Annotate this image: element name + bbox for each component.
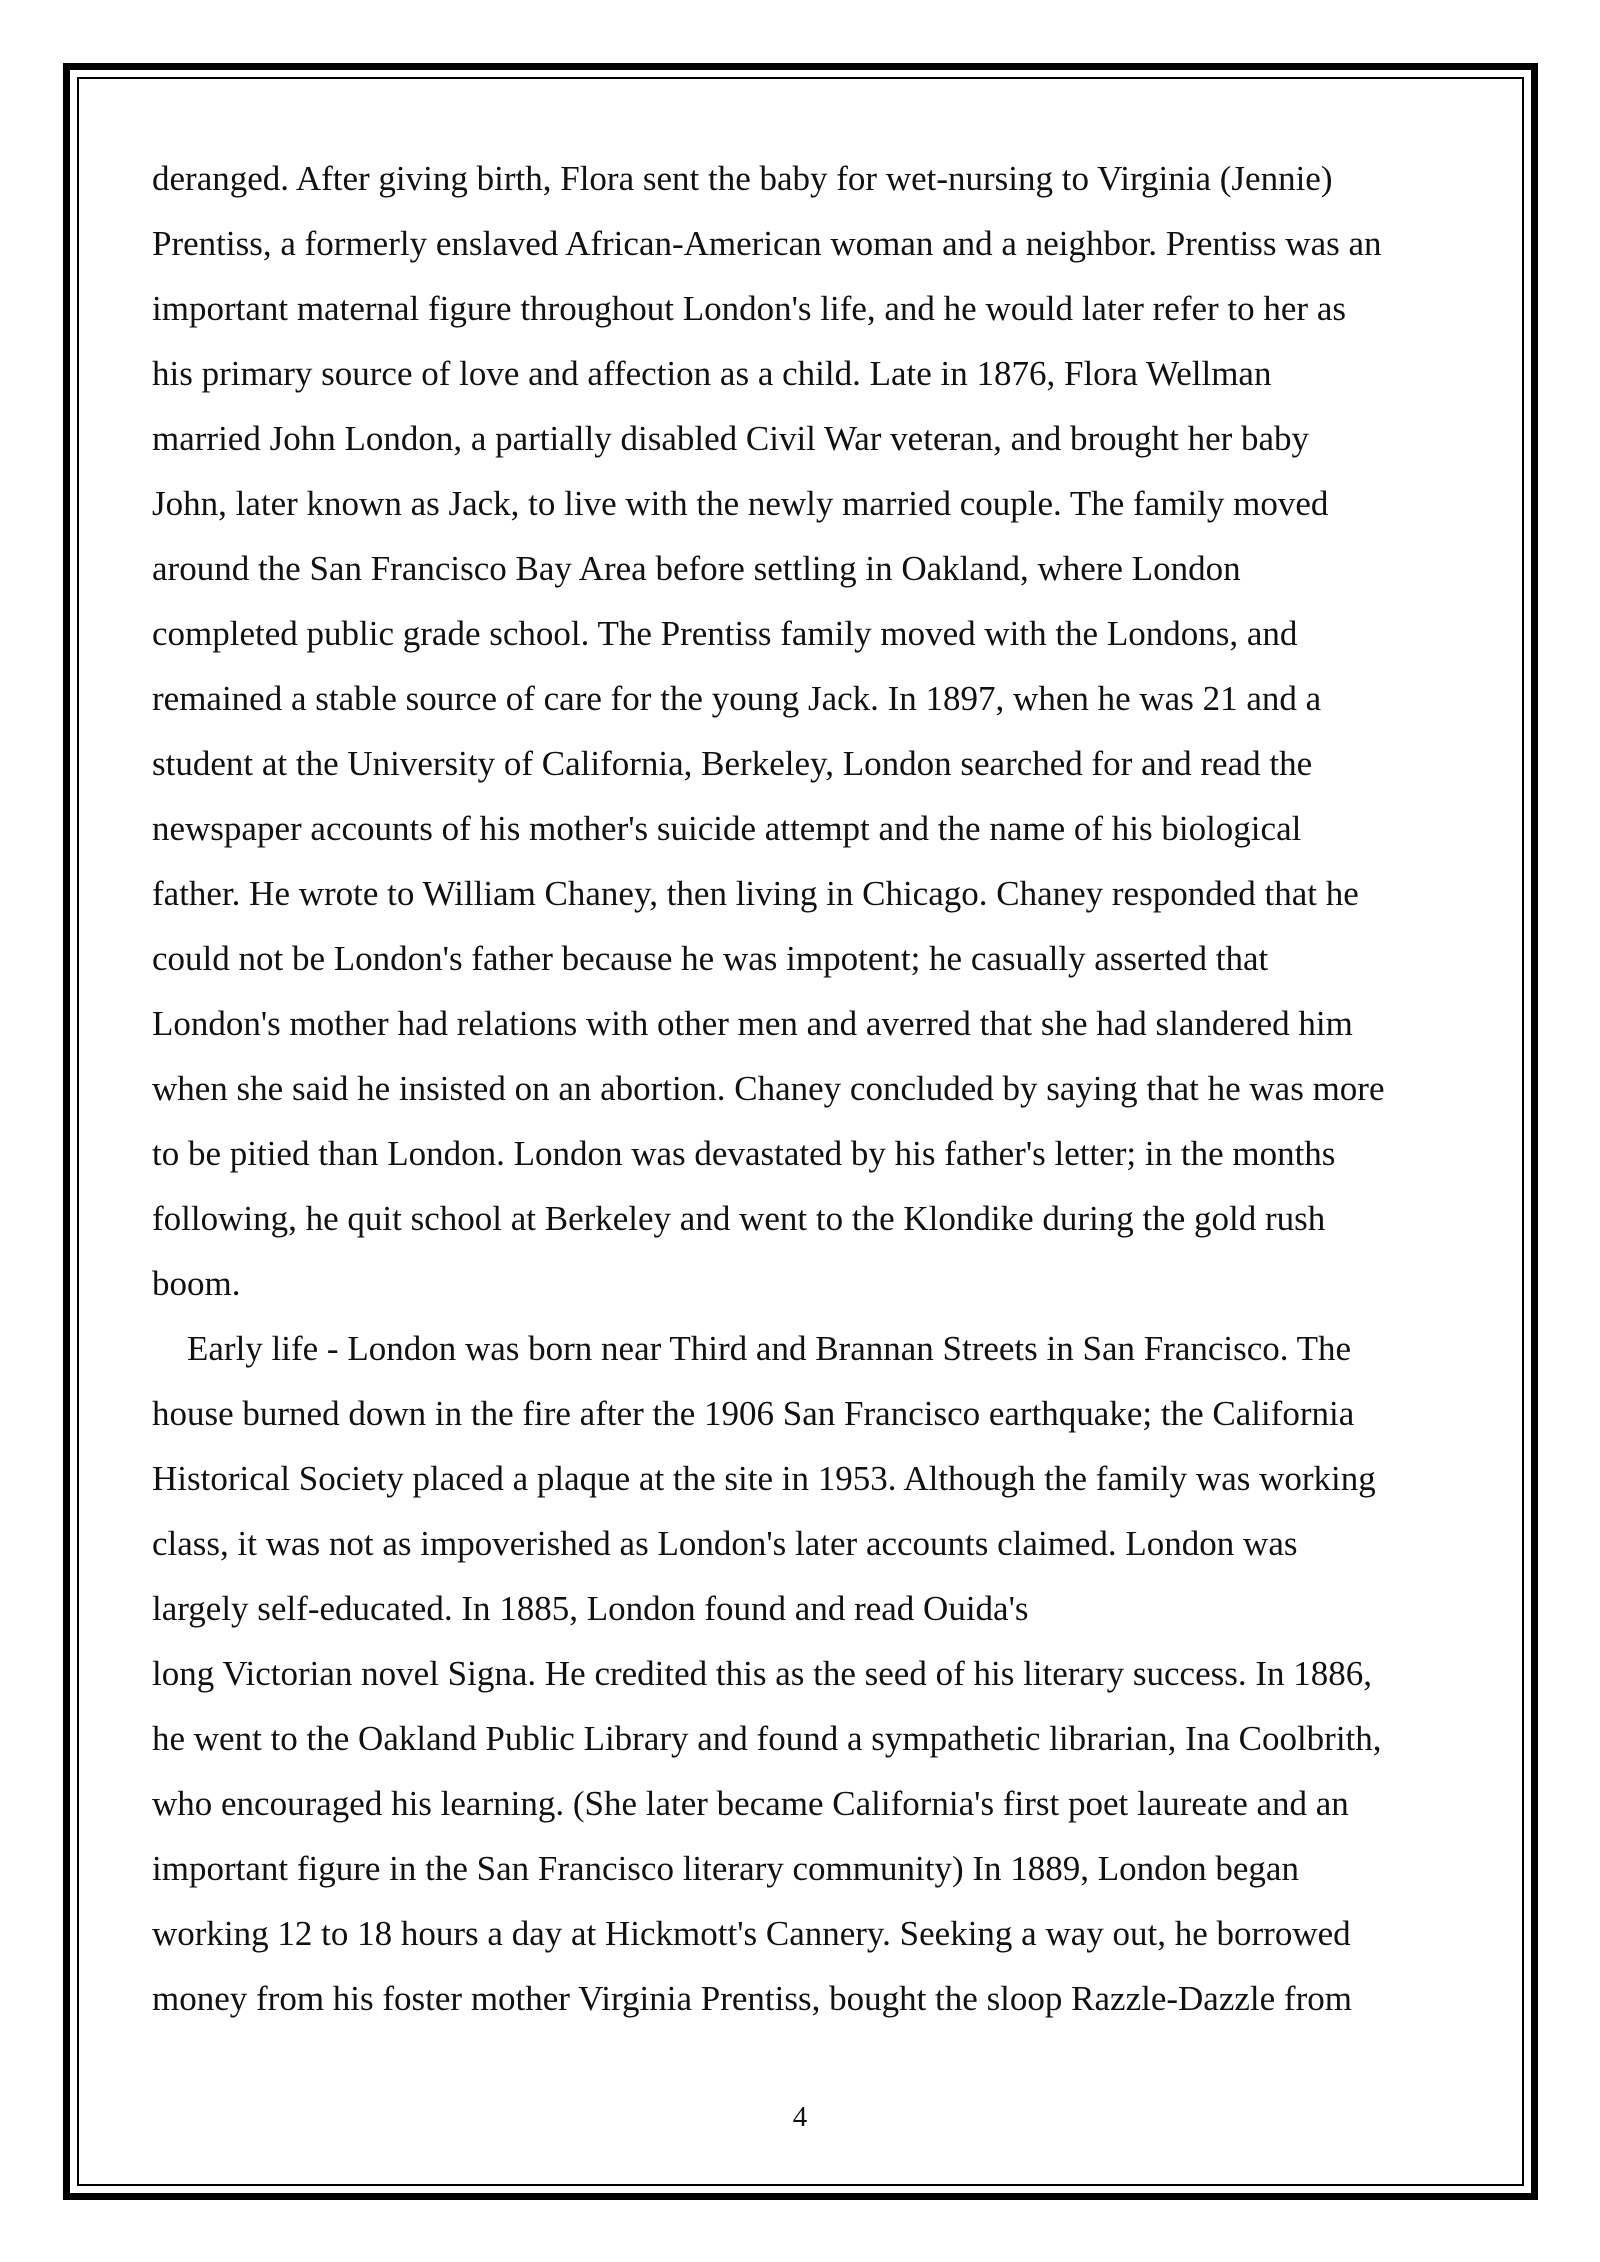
text-line: remained a stable source of care for the young Jack. In 1897, when he was 21 and a xyxy=(152,679,1322,718)
text-line: following, he quit school at Berkeley and went to the Klondike during the gold rush xyxy=(152,1199,1326,1238)
text-line: money from his foster mother Virginia Prentiss, bought the sloop Razzle-Dazzle from xyxy=(152,1979,1352,2018)
text-line: class, it was not as impoverished as London's later accounts claimed. London was xyxy=(152,1524,1298,1563)
text-line: Early life - London was born near Third and Brannan Streets in San Francisco. The xyxy=(152,1329,1352,1368)
text-line: largely self-educated. In 1885, London found and read Ouida's xyxy=(152,1589,1029,1628)
text-line: Historical Society placed a plaque at the site in 1953. Although the family was working xyxy=(152,1459,1376,1498)
text-line: to be pitied than London. London was devastated by his father's letter; in the months xyxy=(152,1134,1336,1173)
text-line: completed public grade school. The Prentiss family moved with the Londons, and xyxy=(152,614,1298,653)
text-line: long Victorian novel Signa. He credited this as the seed of his literary success. In 1886, xyxy=(152,1654,1373,1693)
text-line: around the San Francisco Bay Area before settling in Oakland, where London xyxy=(152,549,1241,588)
text-line: when she said he insisted on an abortion. Chaney concluded by saying that he was more xyxy=(152,1069,1385,1108)
text-line: student at the University of California, Berkeley, London searched for and read the xyxy=(152,744,1313,783)
text-line: newspaper accounts of his mother's suicide attempt and the name of his biological xyxy=(152,809,1302,848)
text-line: important figure in the San Francisco literary community) In 1889, London began xyxy=(152,1849,1299,1888)
page-number: 4 xyxy=(792,2101,808,2133)
text-line: John, later known as Jack, to live with the newly married couple. The family moved xyxy=(152,484,1329,523)
text-line: London's mother had relations with other men and averred that she had slandered him xyxy=(152,1004,1353,1043)
text-line: house burned down in the fire after the 1906 San Francisco earthquake; the California xyxy=(152,1394,1355,1433)
text-line: who encouraged his learning. (She later became California's first poet laureate and an xyxy=(152,1784,1349,1823)
text-line: Prentiss, a formerly enslaved African-American woman and a neighbor. Prentiss was an xyxy=(152,224,1382,263)
text-line: deranged. After giving birth, Flora sent the baby for wet-nursing to Virginia (Jennie) xyxy=(152,159,1333,198)
text-line: working 12 to 18 hours a day at Hickmott's Cannery. Seeking a way out, he borrowed xyxy=(152,1914,1351,1953)
text-line: could not be London's father because he was impotent; he casually asserted that xyxy=(152,939,1269,978)
body-text xyxy=(152,146,1488,2031)
text-line: his primary source of love and affection as a child. Late in 1876, Flora Wellman xyxy=(152,354,1272,393)
text-line: father. He wrote to William Chaney, then living in Chicago. Chaney responded that he xyxy=(152,874,1359,913)
text-line: important maternal figure throughout London's life, and he would later refer to her as xyxy=(152,289,1346,328)
text-line: boom. xyxy=(152,1264,241,1303)
text-line: he went to the Oakland Public Library and found a sympathetic librarian, Ina Coolbrith, xyxy=(152,1719,1382,1758)
text-line: married John London, a partially disabled Civil War veteran, and brought her baby xyxy=(152,419,1310,458)
